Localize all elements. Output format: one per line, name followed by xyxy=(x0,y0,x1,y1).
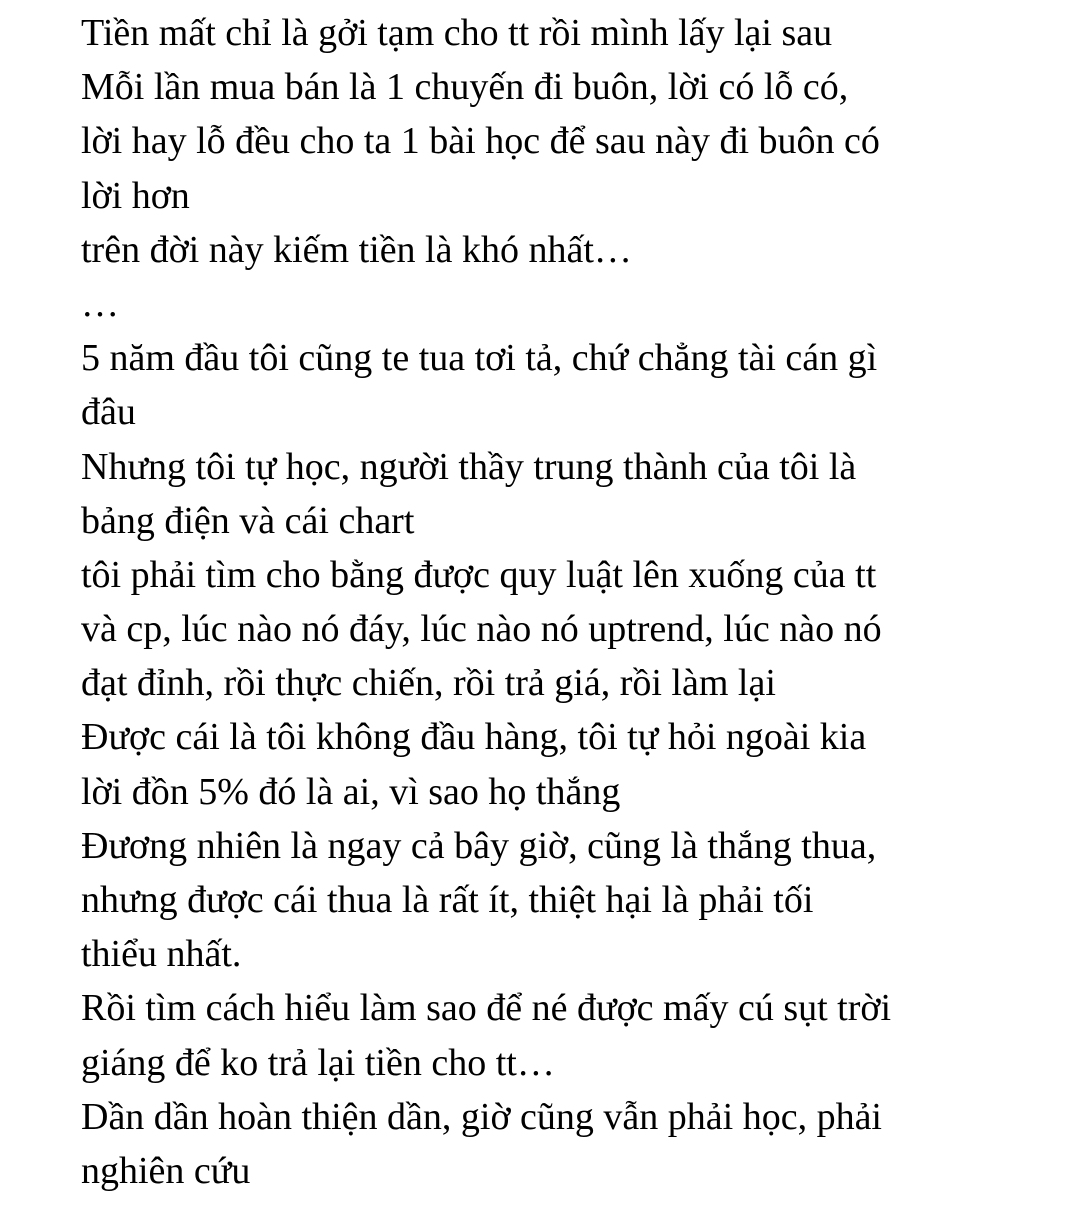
text-line: đạt đỉnh, rồi thực chiến, rồi trả giá, rồi làm lại xyxy=(81,662,776,705)
text-line: bảng điện và cái chart xyxy=(81,499,415,542)
text-line: Rồi tìm cách hiểu làm sao để né được mấy cú sụt trời xyxy=(81,987,892,1030)
text-line: … xyxy=(81,282,119,325)
text-line: Đương nhiên là ngay cả bây giờ, cũng là thắng thua, xyxy=(81,824,877,867)
text-line: Tiền mất chỉ là gởi tạm cho tt rồi mình lấy lại sau xyxy=(81,12,833,54)
text-line: giáng để ko trả lại tiền cho tt… xyxy=(81,1041,555,1084)
text-line: nghiên cứu xyxy=(81,1149,251,1192)
text-line: nhưng được cái thua là rất ít, thiệt hại là phải tối xyxy=(81,879,814,921)
text-line: Nhưng tôi tự học, người thầy trung thành của tôi là xyxy=(81,445,857,488)
text-line: và cp, lúc nào nó đáy, lúc nào nó uptrend, lúc nào nó xyxy=(81,608,882,651)
text-line: lời đồn 5% đó là ai, vì sao họ thắng xyxy=(81,770,621,813)
text-line: tôi phải tìm cho bằng được quy luật lên xuống của tt xyxy=(81,553,877,596)
text-line: 5 năm đầu tôi cũng te tua tơi tả, chứ chẳng tài cán gì xyxy=(81,337,878,380)
text-line: đâu xyxy=(81,391,136,434)
text-line: lời hay lỗ đều cho ta 1 bài học để sau này đi buôn có xyxy=(81,120,880,163)
text-line: trên đời này kiếm tiền là khó nhất… xyxy=(81,228,632,271)
text-line: Được cái là tôi không đầu hàng, tôi tự hỏi ngoài kia xyxy=(81,716,867,759)
text-line: lời hơn xyxy=(81,174,190,217)
text-line: Mỗi lần mua bán là 1 chuyến đi buôn, lời có lỗ có, xyxy=(81,66,849,109)
text-body xyxy=(81,6,1061,1198)
text-line: Dần dần hoàn thiện dần, giờ cũng vẫn phải học, phải xyxy=(81,1095,882,1138)
text-line: thiểu nhất. xyxy=(81,933,242,976)
